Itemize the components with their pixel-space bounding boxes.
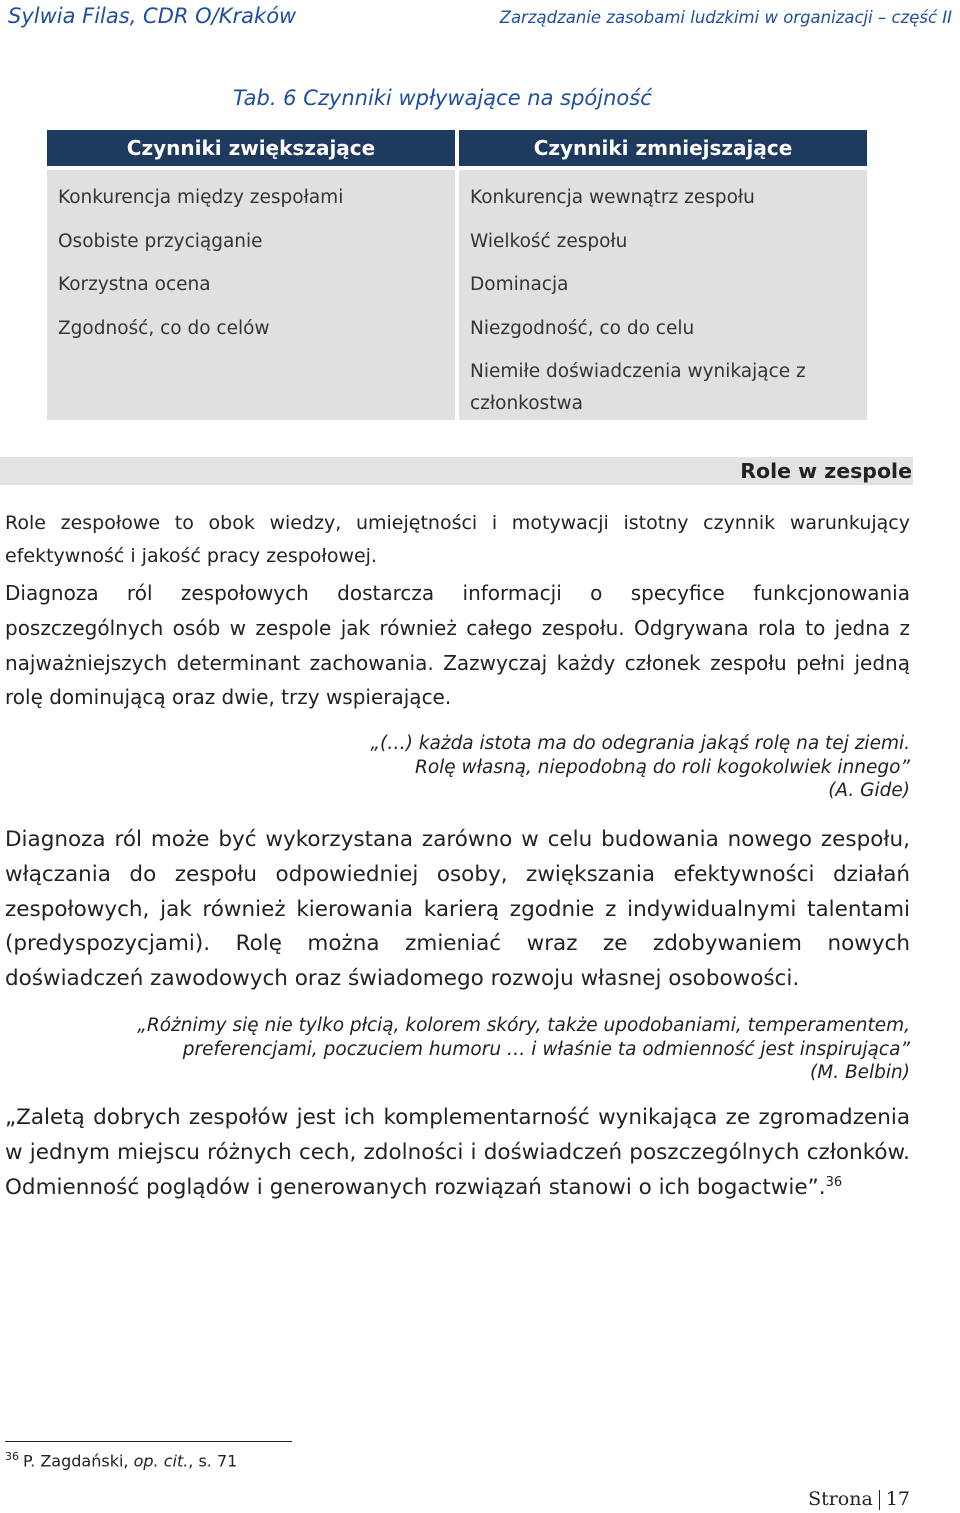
footnote-citation: op. cit. (133, 1451, 189, 1471)
table-cell: Wielkość zespołu (470, 230, 628, 252)
footnote-page: , s. 71 (188, 1451, 238, 1471)
quote-belbin (137, 1014, 910, 1085)
header-author: Sylwia Filas, CDR O/Kraków (8, 4, 297, 28)
footnote-text: P. Zagdański, (23, 1451, 134, 1471)
table-column-decreasing (459, 170, 867, 420)
table-caption: Tab. 6 Czynniki wpływające na spójność (233, 86, 652, 110)
quote-line: „(…) każda istota ma do odegrania jakąś rolę na tej ziemi. (370, 733, 910, 754)
paragraph-text: „Zaletą dobrych zespołów jest ich komplementarność wynikająca ze zgromadzenia w jednym miejscu różnych cech, zdolności i doświadczeń poszczególnych członków. Odmienność poglądów i generowanych rozwiązań stanowi o ich bogactwie”. (5, 1105, 910, 1200)
quote-author: (A. Gide) (828, 780, 910, 801)
paragraph-roles-usage: Diagnoza ról może być wykorzystana zarówno w celu budowania nowego zespołu, włączania do zespołu odpowiedniej osoby, zwiększania efektywności działań zespołowych, jak również kierowania karierą zgodnie z indywidualnymi talentami (predyspozycjami). Rolę można zmieniać wraz ze zdobywaniem nowych doświadczeń zawodowych oraz świadomego rozwoju własnej osobowości. (5, 827, 910, 992)
quote-line: „Różnimy się nie tylko płcią, kolorem skóry, także upodobaniami, temperamentem, (137, 1015, 910, 1036)
table-cell: Niemiłe doświadczenia wynikające z członkostwa (470, 361, 806, 414)
quote-line: preferencjami, poczuciem humoru … i właśnie ta odmienność jest inspirująca” (182, 1038, 910, 1060)
table-cell: Dominacja (470, 274, 569, 295)
paragraph-roles-intro: Role zespołowe to obok wiedzy, umiejętności i motywacji istotny czynnik warunkujący efektywność i jakość pracy zespołowej. (5, 512, 910, 567)
section-title: Role w zespole (740, 459, 912, 483)
page-number-value: 17 (885, 1488, 910, 1510)
footnote-number: 36 (5, 1450, 19, 1463)
header-document-title: Zarządzanie zasobami ludzkimi w organizacji – część II (499, 8, 952, 27)
table-cell: Zgodność, co do celów (58, 317, 270, 339)
table-header-decreasing: Czynniki zmniejszające (459, 130, 867, 166)
page-number (808, 1488, 910, 1510)
footnote-divider (5, 1441, 292, 1442)
paragraph-complementarity (5, 1101, 910, 1205)
table-cell: Konkurencja wewnątrz zespołu (470, 187, 755, 208)
footnote-reference[interactable]: 36 (825, 1174, 843, 1190)
quote-line: Rolę własną, niepodobną do roli kogokolwiek innego” (414, 756, 910, 778)
table-cell: Niezgodność, co do celu (470, 317, 695, 339)
table-header-increasing: Czynniki zwiększające (47, 130, 455, 166)
table-cell: Konkurencja między zespołami (58, 187, 344, 208)
page-label: Strona (808, 1488, 873, 1510)
page-separator (879, 1490, 880, 1510)
quote-gide (370, 732, 910, 803)
table-cell: Korzystna ocena (58, 274, 211, 295)
table-column-increasing (47, 170, 455, 420)
quote-author: (M. Belbin) (810, 1062, 910, 1083)
paragraph-roles-diagnosis: Diagnoza ról zespołowych dostarcza informacji o specyfice funkcjonowania poszczególnych osób w zespole jak również całego zespołu. Odgrywana rola to jedna z najważniejszych determinant zachowania. Zazwyczaj każdy członek zespołu pełni jedną rolę dominującą oraz dwie, trzy wspierające. (5, 581, 910, 710)
footnote (5, 1450, 237, 1470)
table-cell: Osobiste przyciąganie (58, 230, 263, 252)
